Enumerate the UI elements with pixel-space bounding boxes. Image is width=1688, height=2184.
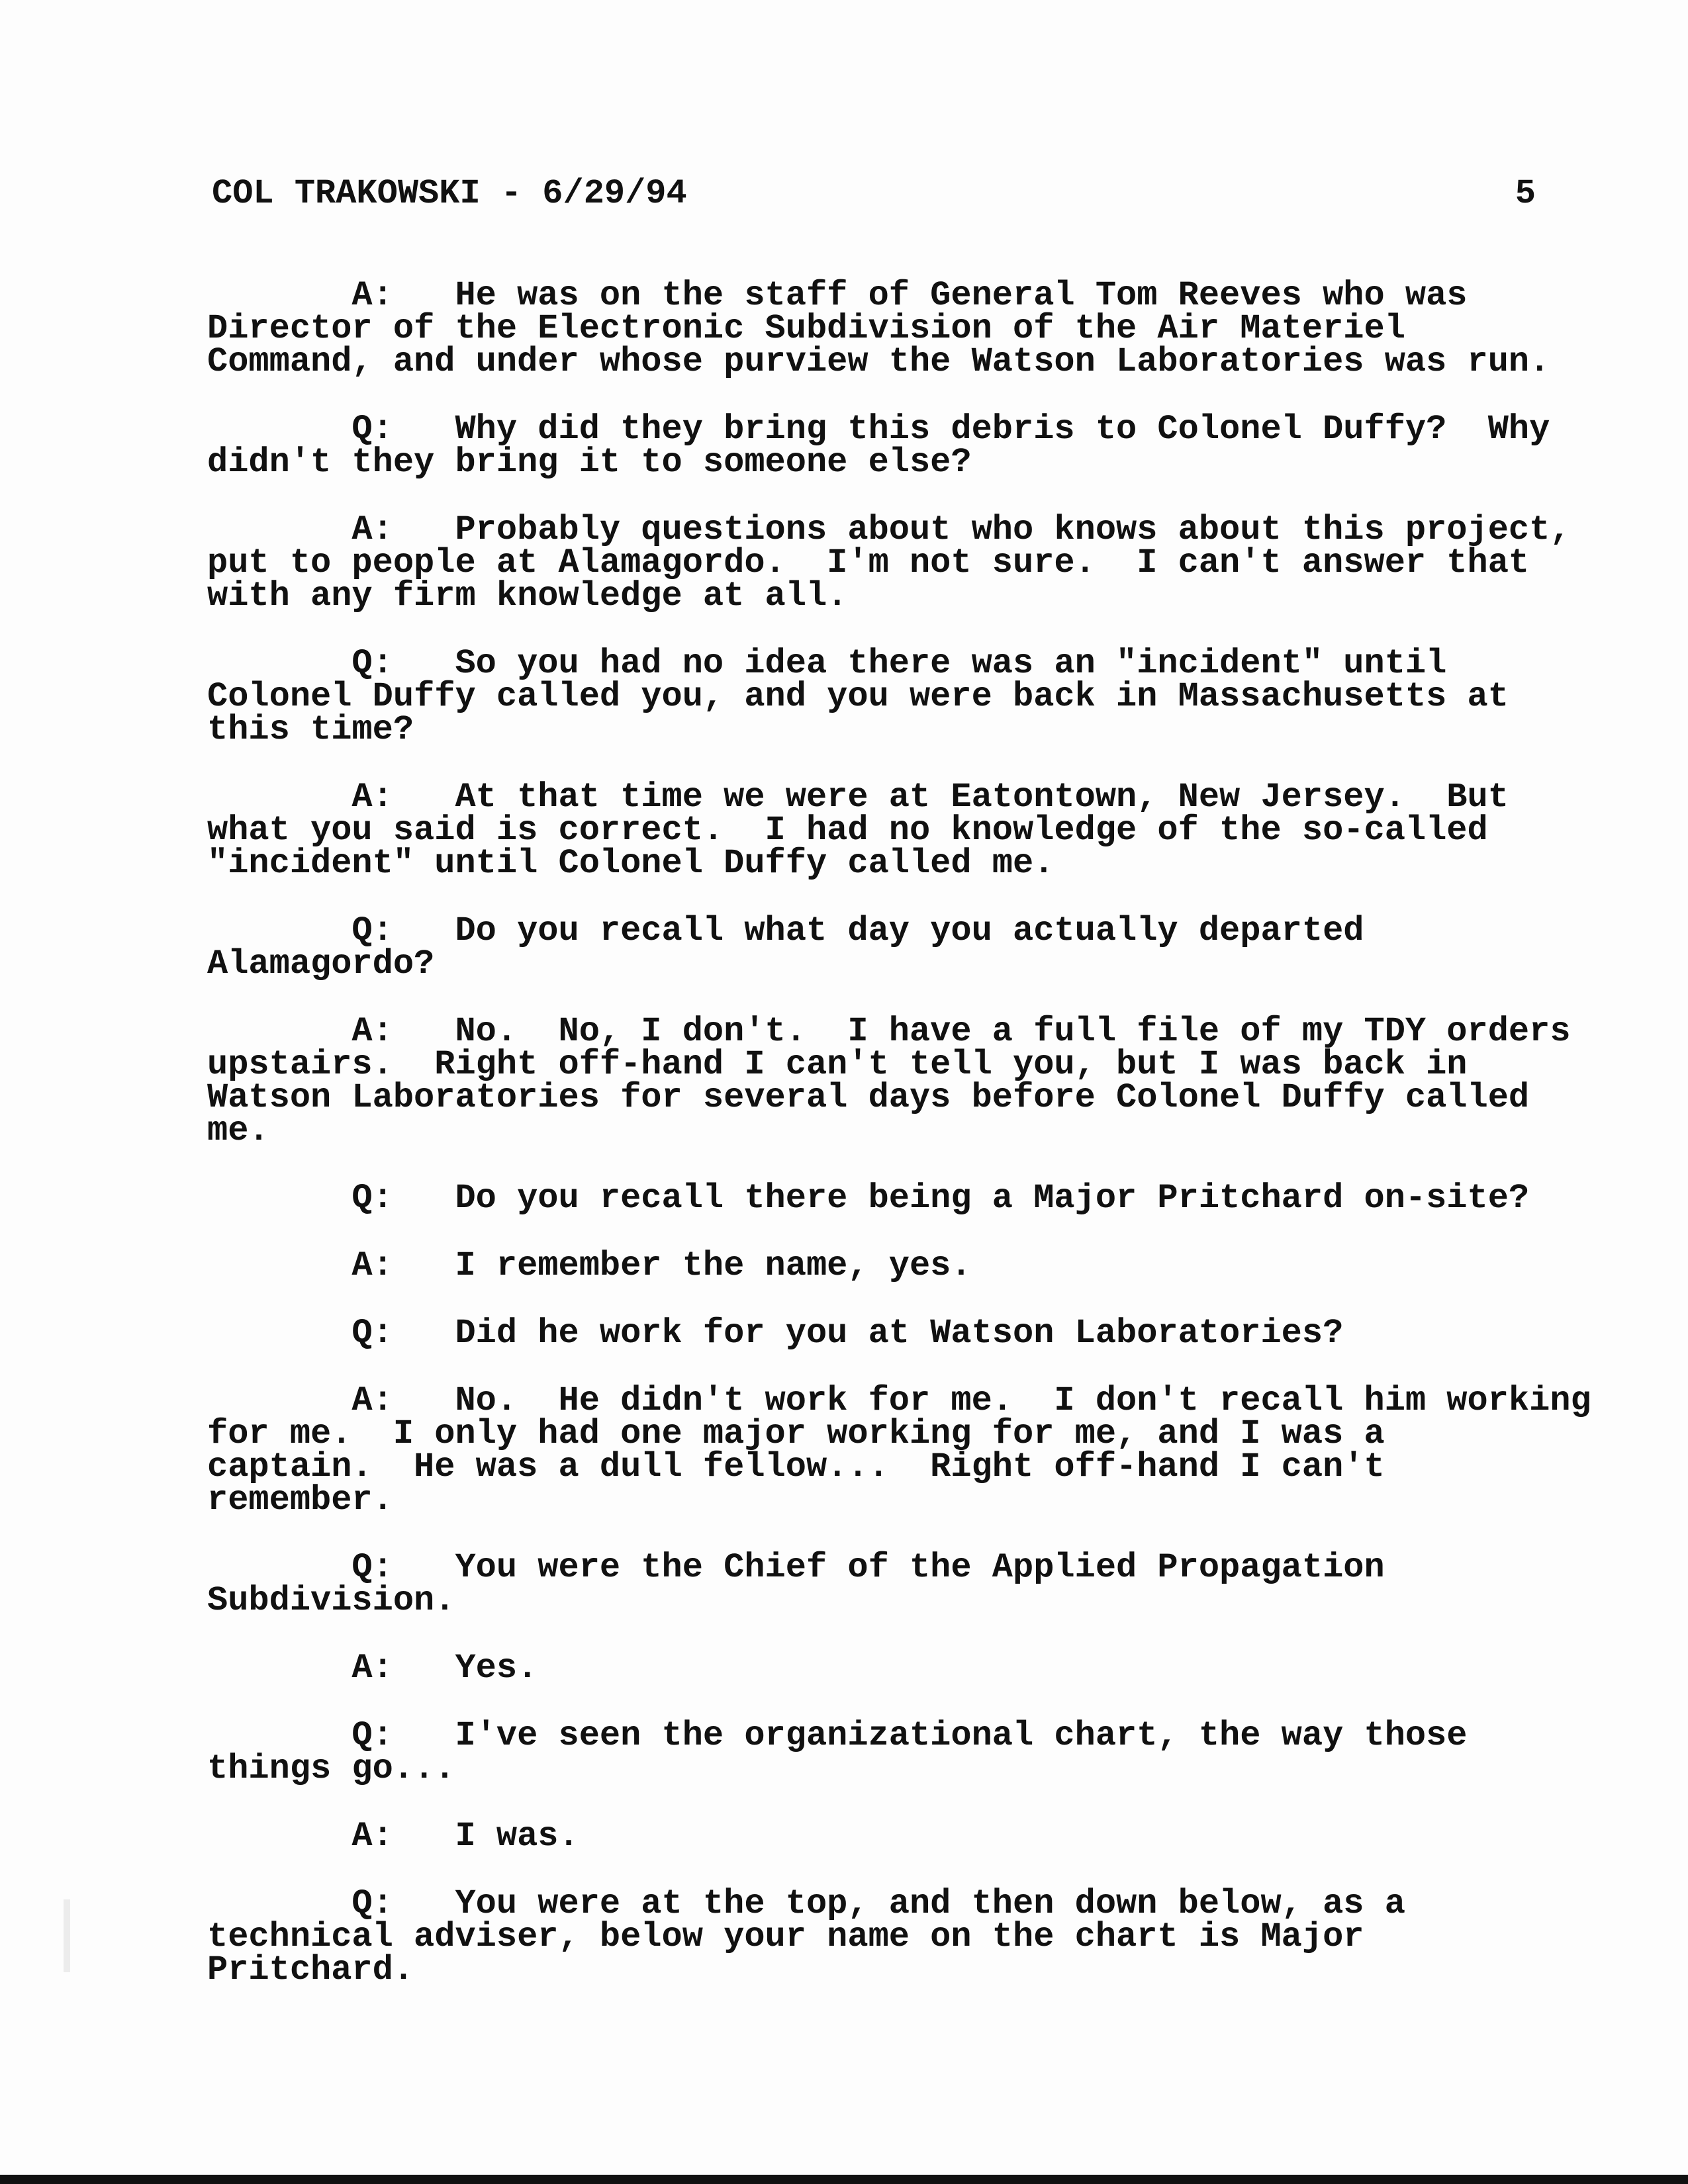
transcript-paragraph: A: Probably questions about who knows about this project, put to people at Alamagordo. I'm not sure. I can't answer that with any firm knowledge at all. (207, 510, 1571, 615)
transcript-paragraph: Q: You were at the top, and then down below, as a technical adviser, below your name on the chart is Major Pritchard. (207, 1884, 1405, 1989)
page-header (212, 174, 1536, 214)
transcript-paragraph: Q: So you had no idea there was an "incident" until Colonel Duffy called you, and you were back in Massachusetts at this time? (207, 644, 1509, 749)
transcript-paragraph: A: No. No, I don't. I have a full file of my TDY orders upstairs. Right off-hand I can't tell you, but I was back in Watson Laboratories for several days before Colonel Duffy called me. (207, 1012, 1571, 1150)
transcript-paragraph: A: At that time we were at Eatontown, New Jersey. But what you said is correct. I had no knowledge of the so-called "incident" until Colonel Duffy called me. (207, 778, 1509, 883)
transcript-paragraph: Q: Do you recall what day you actually departed Alamagordo? (207, 911, 1364, 983)
transcript-paragraph: Q: Did he work for you at Watson Laboratories? (207, 1314, 1344, 1353)
transcript-body (207, 276, 1591, 2021)
transcript-paragraph: A: He was on the staff of General Tom Reeves who was Director of the Electronic Subdivision of the Air Materiel Command, and under whose purview the Watson Laboratories was run. (207, 276, 1550, 381)
transcript-paragraph: A: I was. (207, 1817, 579, 1856)
transcript-paragraph: A: Yes. (207, 1649, 538, 1688)
scan-artifact (64, 1899, 70, 1972)
transcript-paragraph: Q: Do you recall there being a Major Pritchard on-site? (207, 1179, 1530, 1218)
transcript-paragraph: Q: You were the Chief of the Applied Propagation Subdivision. (207, 1548, 1385, 1620)
transcript-paragraph: A: I remember the name, yes. (207, 1246, 972, 1285)
page-number: 5 (1515, 174, 1536, 213)
transcript-paragraph: Q: Why did they bring this debris to Colonel Duffy? Why didn't they bring it to someone else? (207, 410, 1550, 482)
header-title: COL TRAKOWSKI - 6/29/94 (212, 174, 687, 213)
transcript-paragraph: Q: I've seen the organizational chart, the way those things go... (207, 1716, 1468, 1788)
scan-bottom-edge (0, 2175, 1688, 2184)
transcript-paragraph: A: No. He didn't work for me. I don't recall him working for me. I only had one major working for me, and I was a captain. He was a dull fellow... Right off-hand I can't remember. (207, 1381, 1591, 1520)
